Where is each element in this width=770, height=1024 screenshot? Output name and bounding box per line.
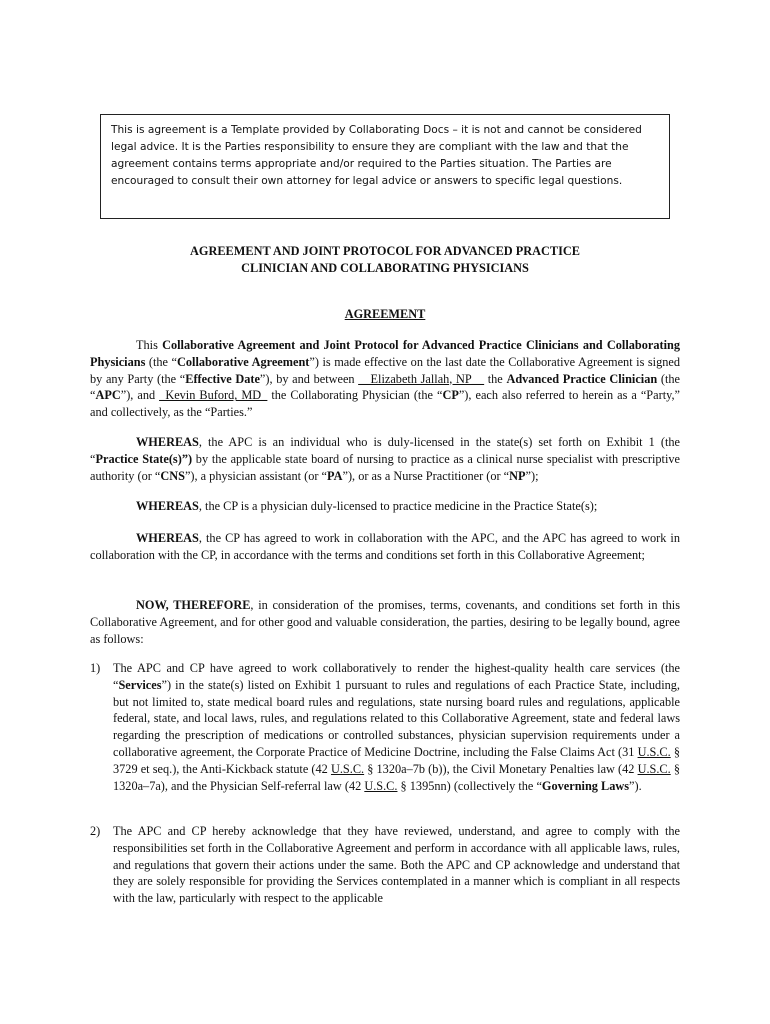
intro-paragraph <box>90 337 680 421</box>
whereas-text: ”), or as a Nurse Practitioner (or “ <box>342 468 510 483</box>
item-text: The APC and CP have agreed to work collaboratively to render the highest-quality health care services (the “ <box>113 661 680 692</box>
intro-bold: Advanced Practice Clinician <box>506 371 658 386</box>
apc-name-field: __Elizabeth Jallah, NP__ <box>358 371 485 386</box>
whereas-bold: WHEREAS <box>136 435 199 449</box>
item-text: § 1320a–7b (b)), the Civil Monetary Penalties law (42 <box>364 761 638 776</box>
whereas-text: , the APC is an individual who is duly-licensed in the state(s) set forth on Exhibit 1 (the “ <box>90 435 680 466</box>
whereas-bold: NP <box>509 468 526 483</box>
list-item-body <box>113 823 680 907</box>
whereas-text: ”); <box>525 468 539 483</box>
whereas-text: , the CP is a physician duly-licensed to practice medicine in the Practice State(s); <box>198 499 598 513</box>
intro-text: the Collaborating Physician (the “ <box>267 388 443 403</box>
intro-text: ”), each also referred to herein as a “Party,” and collectively, as the “Parties.” <box>90 388 680 420</box>
intro-text: (the “ <box>145 354 177 369</box>
item-underline: U.S.C. <box>364 778 398 793</box>
intro-bold: CP <box>442 388 459 403</box>
whereas-bold: CNS <box>160 468 185 483</box>
whereas-bold: Practice State(s)”) <box>95 451 193 466</box>
title-line-2: CLINICIAN AND COLLABORATING PHYSICIANS <box>241 261 529 275</box>
item-bold: Governing Laws <box>541 778 630 793</box>
disclaimer-box <box>100 114 670 219</box>
intro-text: (the “ <box>90 371 681 403</box>
whereas-text: ”), a physician assistant (or “ <box>184 468 328 483</box>
item-underline: U.S.C. <box>330 761 365 776</box>
list-item-1 <box>90 660 680 794</box>
whereas-bold: PA <box>327 468 343 483</box>
item-underline: U.S.C. <box>637 761 671 776</box>
item-text: ”) in the state(s) listed on Exhibit 1 pursuant to rules and regulations of each Practice State, including, but not limited to, state medical board rules and regulations, state nursing board rules and regulations, applicable federal, state, and local laws, rules, and regulations related to this Collaborative Agreement, state and federal laws regarding the prescription of medications or controlled substances, physician supervision requirements under a collaborative agreement, the Corporate Practice of Medicine Doctrine, including the False Claims Act (31 <box>113 677 680 759</box>
whereas-bold: WHEREAS <box>136 531 199 545</box>
intro-bold: APC <box>95 388 121 403</box>
intro-bold: Effective Date <box>185 371 260 386</box>
disclaimer-text: This is agreement is a Template provided by Collaborating Docs – it is not and cannot be considered legal advice. It is the Parties responsibility to ensure they are compliant with the law and that the agreement contains terms appropriate and/or required to the Parties situation. The Parties are encouraged to consult their own attorney for legal advice or answers to specific legal questions. <box>111 124 642 188</box>
list-number: 2) <box>90 824 101 838</box>
therefore-paragraph <box>90 597 680 647</box>
intro-text: the <box>484 371 507 386</box>
whereas-paragraph-3 <box>90 530 680 564</box>
intro-text: This <box>136 338 163 352</box>
intro-bold: Collaborative Agreement <box>177 354 310 369</box>
item-text: § 1395nn) (collectively the “ <box>397 778 542 793</box>
whereas-text: by the applicable state board of nursing to practice as a clinical nurse specialist with prescriptive authority (or “ <box>90 451 680 483</box>
list-item-body <box>113 660 680 794</box>
intro-bold: Collaborative Agreement and Joint Protocol for Advanced Practice Clinicians and Collaborating Physicians <box>90 338 680 369</box>
therefore-text: , in consideration of the promises, terms, covenants, and conditions set forth in this Collaborative Agreement, and for other good and valuable consideration, the parties, desiring to be legally bound, agree as follows: <box>90 598 680 646</box>
item-text: ”). <box>629 778 642 793</box>
title-line-1: AGREEMENT AND JOINT PROTOCOL FOR ADVANCED PRACTICE <box>190 244 580 258</box>
whereas-bold: WHEREAS <box>136 499 199 513</box>
item-text: The APC and CP hereby acknowledge that they have reviewed, understand, and agree to comply with the responsibilities set forth in the Collaborative Agreement and perform in accordance with all applicable laws, rules, and regulations that govern their actions under the same. Both the APC and CP acknowledge and understand that they are solely responsible for providing the Services contemplated in a manner which is compliant in all respects with the law, particularly with respect to the applicable <box>113 824 680 906</box>
intro-text: ”), by and between <box>259 371 359 386</box>
intro-text: ”), and <box>120 388 160 403</box>
whereas-paragraph-2 <box>90 498 680 515</box>
list-item-2 <box>90 823 680 907</box>
item-underline: U.S.C. <box>637 744 671 759</box>
list-number: 1) <box>90 661 101 675</box>
item-bold: Services <box>118 677 162 692</box>
whereas-text: , the CP has agreed to work in collaboration with the APC, and the APC has agreed to work in collaboration with the CP, in accordance with the terms and conditions set forth in this Collaborative Agreement; <box>90 531 680 562</box>
whereas-paragraph-1 <box>90 434 680 484</box>
therefore-bold: NOW, THEREFORE <box>136 598 251 612</box>
section-heading: AGREEMENT <box>344 307 426 321</box>
intro-text: ”) is made effective on the last date the Collaborative Agreement is signed by any Party (the “ <box>90 354 680 386</box>
document-title <box>90 243 680 277</box>
item-text: § 3729 et seq.), the Anti-Kickback statute (42 <box>113 744 680 776</box>
item-text: § 1320a–7a), and the Physician Self-referral law (42 <box>113 761 680 793</box>
cp-name-field: _Kevin Buford, MD_ <box>159 388 268 403</box>
